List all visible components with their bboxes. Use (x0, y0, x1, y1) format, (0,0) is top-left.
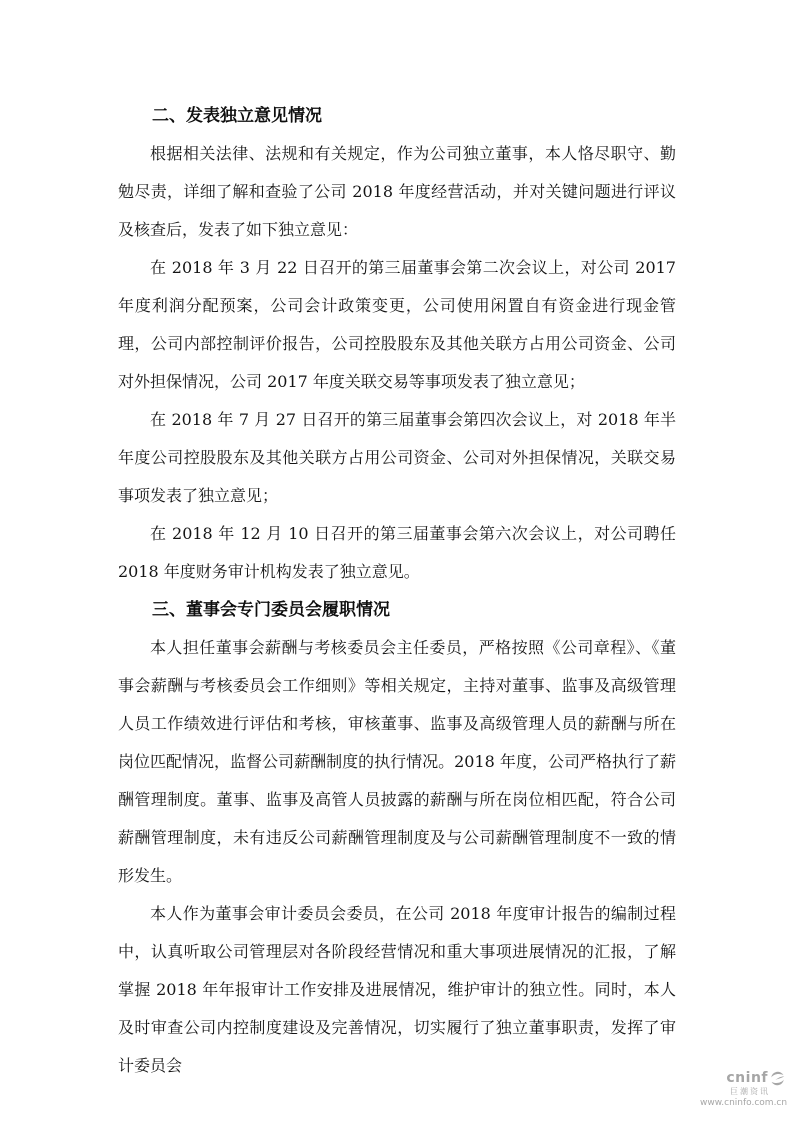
heading-special-committees: 三、董事会专门委员会履职情况 (152, 600, 390, 620)
cninfo-url: www.cninfo.com.cn (700, 1098, 788, 1109)
paragraph-remuneration-committee: 本人担任董事会薪酬与考核委员会主任委员，严格按照《公司章程》、《董事会薪酬与考核委员会工作细则》等相关规定，主持对董事、监事及高级管理人员工作绩效进行评估和考核，审核董事、监事及高级管理人员的薪酬与所在岗位匹配情况，监督公司薪酬制度的执行情况。2018 年度，公司严格执行了薪酬管理制度。董事、监事及高管人员披露的薪酬与所在岗位相匹配，符合公司薪酬管理制度，未有违反公司薪酬管理制度及与公司薪酬管理制度不一致的情形发生。 (118, 638, 676, 885)
cninfo-watermark (700, 1070, 786, 1109)
cninfo-brand-text: cninf (726, 1070, 768, 1087)
document-body (118, 97, 676, 1085)
paragraph-meeting-2018-12-10: 在 2018 年 12 月 10 日召开的第三届董事会第六次会议上，对公司聘任 2018 年度财务审计机构发表了独立意见。 (118, 524, 676, 581)
paragraph-independent-opinions-intro: 根据相关法律、法规和有关规定，作为公司独立董事，本人恪尽职守、勤勉尽责，详细了解和查验了公司 2018 年度经营活动，并对关键问题进行评议及核查后，发表了如下独立意见： (118, 144, 676, 239)
paragraph-meeting-2018-07-27: 在 2018 年 7 月 27 日召开的第三届董事会第四次会议上，对 2018 年半年度公司控股股东及其他关联方占用公司资金、公司对外担保情况，关联交易事项发表了独立意见； (118, 410, 676, 505)
paragraph-audit-committee: 本人作为董事会审计委员会委员，在公司 2018 年度审计报告的编制过程中，认真听取公司管理层对各阶段经营情况和重大事项进展情况的汇报，了解掌握 2018 年年报审计工作安排及进展情况，维护审计的独立性。同时，本人及时审查公司内控制度建设及完善情况，切实履行了独立董事职责，发挥了审计委员会 (118, 904, 676, 1075)
cninfo-brand-row (700, 1070, 786, 1087)
cninfo-subtitle: 巨潮资讯 (730, 1087, 770, 1097)
cninfo-swirl-icon (769, 1070, 786, 1087)
heading-independent-opinions: 二、发表独立意见情况 (152, 106, 322, 126)
paragraph-meeting-2018-03-22: 在 2018 年 3 月 22 日召开的第三届董事会第二次会议上，对公司 2017 年度利润分配预案，公司会计政策变更，公司使用闲置自有资金进行现金管理，公司内部控制评价报告，公司控股股东及其他关联方占用公司资金、公司对外担保情况，公司 2017 年度关联交易等事项发表了独立意见； (118, 258, 676, 391)
